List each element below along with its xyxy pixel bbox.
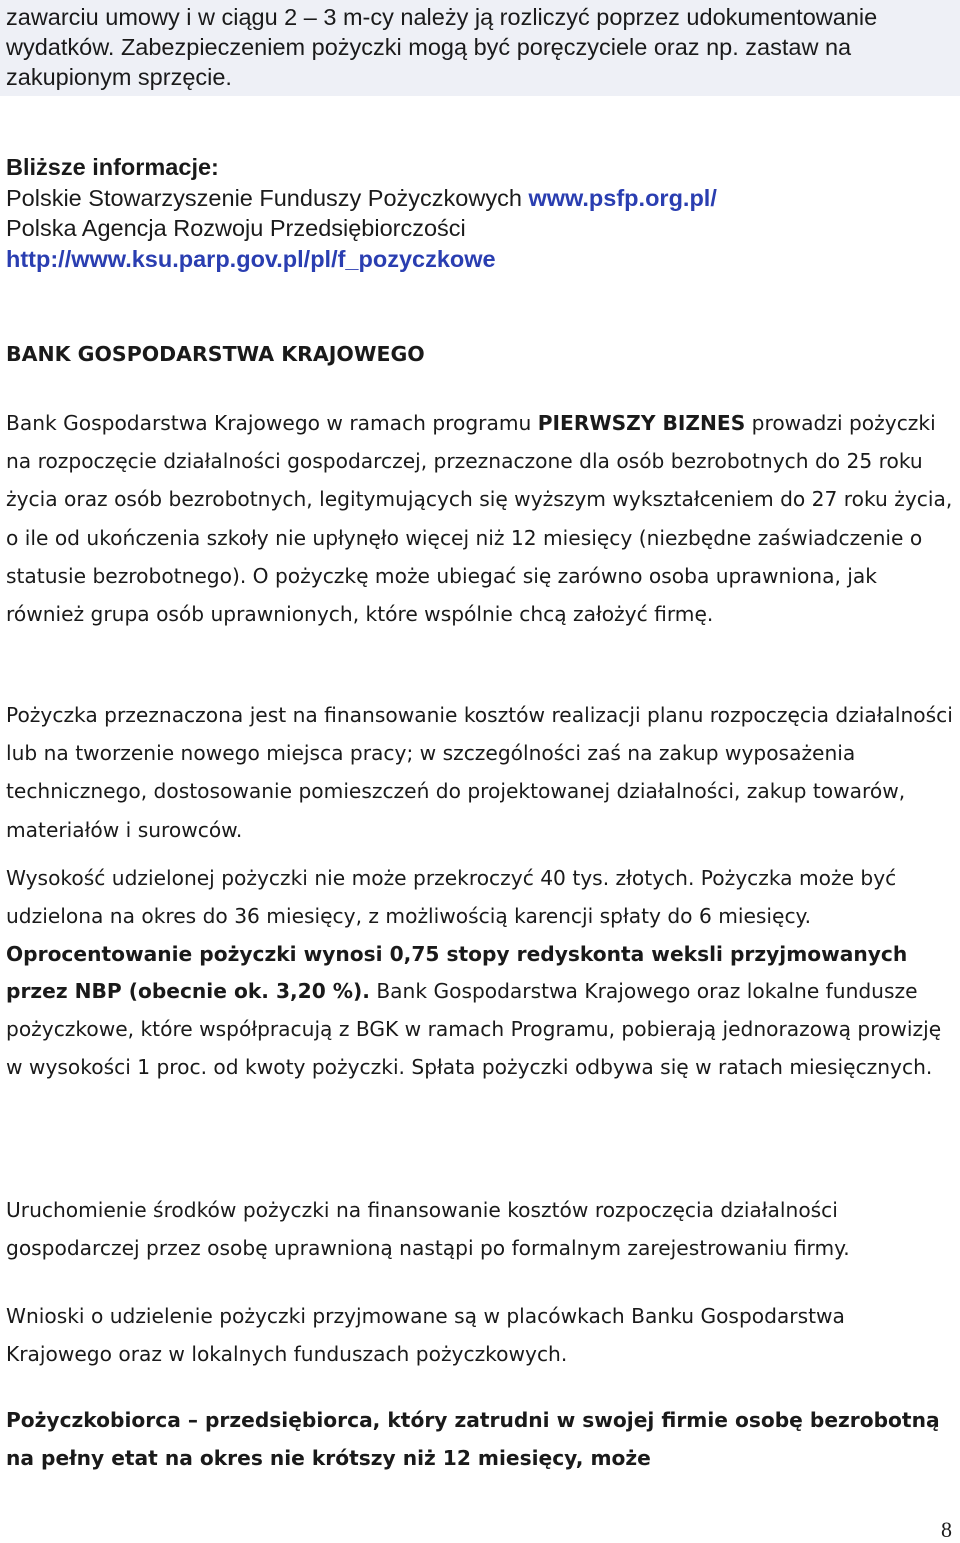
paragraph-terms-fee: Bank Gospodarstwa Krajowego oraz lokalne fundusze pożyczkowe, które współpracują z BGK w ramach Programu, pobierają jednorazową prowizję w wysokości 1 proc. od kwoty pożyczki. Spłata pożyczki odbywa się w ratach miesięcznych.	[6, 979, 942, 1079]
info-line-psfp	[6, 183, 954, 214]
info-line-parp: Polska Agencja Rozwoju Przedsiębiorczości	[6, 215, 466, 241]
info-label: Bliższe informacje:	[6, 154, 219, 180]
paragraph-purpose: Pożyczka przeznaczona jest na finansowanie kosztów realizacji planu rozpoczęcia działalności lub na tworzenie nowego miejsca pracy; w szczególności zaś na zakup wyposażenia technicznego, dostosowanie pomieszczeń do projektowanej działalności, zakup towarów, materiałów i surowców.	[6, 703, 953, 842]
paragraph-disbursement: Uruchomienie środków pożyczki na finansowanie kosztów rozpoczęcia działalności gospodarczej przez osobę uprawnioną nastąpi po formalnym zarejestrowaniu firmy.	[6, 1198, 850, 1261]
psfp-name: Polskie Stowarzyszenie Funduszy Pożyczkowych	[6, 184, 529, 211]
page-number: 8	[941, 1517, 952, 1542]
previous-paragraph-text: zawarciu umowy i w ciągu 2 – 3 m-cy należy ją rozliczyć poprzez udokumentowanie wydatków. Zabezpieczeniem pożyczki mogą być poręczyciele oraz np. zastaw na zakupionym sprzęcie.	[6, 4, 878, 90]
paragraph-program	[6, 404, 956, 633]
paragraph-terms-amount: Wysokość udzielonej pożyczki nie może przekroczyć 40 tys. złotych. Pożyczka może być udzielona na okres do 36 miesięcy, z możliwością karencji spłaty do 6 miesięcy.	[6, 866, 897, 928]
paragraph-terms	[6, 860, 956, 1087]
psfp-link[interactable]: www.psfp.org.pl/	[528, 184, 717, 211]
paragraph-program-rest: prowadzi pożyczki na rozpoczęcie działalności gospodarczej, przeznaczone dla osób bezrobotnych do 25 roku życia oraz osób bezrobotnych, legitymujących się wyższym wykształceniem do 27 roku życia, o ile od ukończenia szkoły nie upłynęło więcej niż 12 miesięcy (niezbędne zaświadczenie o statusie bezrobotnego). O pożyczkę może ubiegać się zarówno osoba uprawniona, jak również grupa osób uprawnionych, które wspólnie chcą założyć firmę.	[6, 411, 953, 627]
paragraph-terms-interest: Oprocentowanie pożyczki wynosi 0,75 stopy redyskonta weksli przyjmowanych przez NBP (obecnie ok. 3,20 %).	[6, 941, 908, 1004]
paragraph-applications: Wnioski o udzielenie pożyczki przyjmowane są w placówkach Banku Gospodarstwa Krajowego oraz w lokalnych funduszach pożyczkowych.	[6, 1304, 845, 1367]
paragraph-program-intro: Bank Gospodarstwa Krajowego w ramach programu	[6, 411, 538, 435]
info-block	[6, 152, 954, 274]
ksu-parp-link[interactable]: http://www.ksu.parp.gov.pl/pl/f_pozyczkowe	[6, 245, 496, 272]
section-heading: BANK GOSPODARSTWA KRAJOWEGO	[6, 342, 425, 366]
program-name: PIERWSZY BIZNES	[537, 411, 746, 435]
paragraph-borrower: Pożyczkobiorca – przedsiębiorca, który zatrudni w swojej firmie osobę bezrobotną na pełny etat na okres nie krótszy niż 12 miesięcy, może	[6, 1408, 940, 1471]
